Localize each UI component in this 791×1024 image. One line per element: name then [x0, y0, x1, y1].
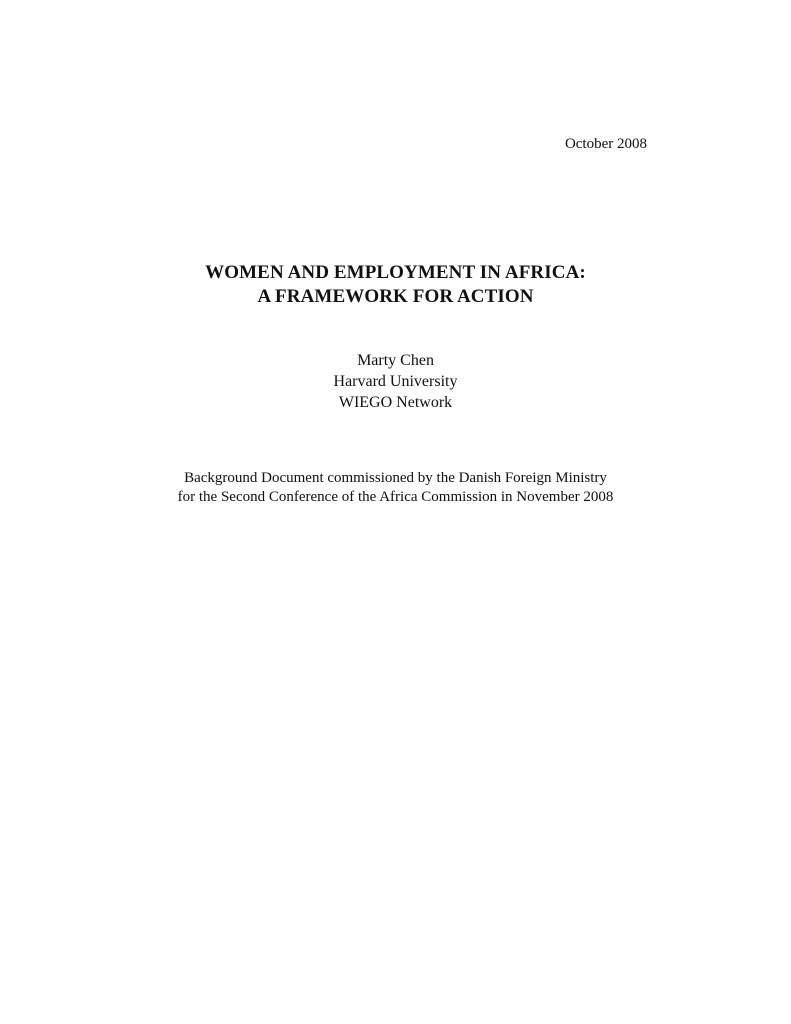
author-affiliation-university: Harvard University — [333, 373, 458, 390]
author-info — [0, 350, 791, 413]
document-title — [0, 261, 791, 309]
document-date: October 2008 — [564, 136, 647, 152]
commission-note — [0, 469, 791, 507]
author-affiliation-network: WIEGO Network — [338, 394, 453, 411]
title-line-2: A FRAMEWORK FOR ACTION — [257, 286, 534, 307]
author-name: Marty Chen — [357, 352, 434, 369]
note-line-2: for the Second Conference of the Africa Commission in November 2008 — [177, 489, 614, 505]
title-line-1: WOMEN AND EMPLOYMENT IN AFRICA: — [205, 262, 586, 283]
note-line-1: Background Document commissioned by the Danish Foreign Ministry — [184, 470, 607, 486]
